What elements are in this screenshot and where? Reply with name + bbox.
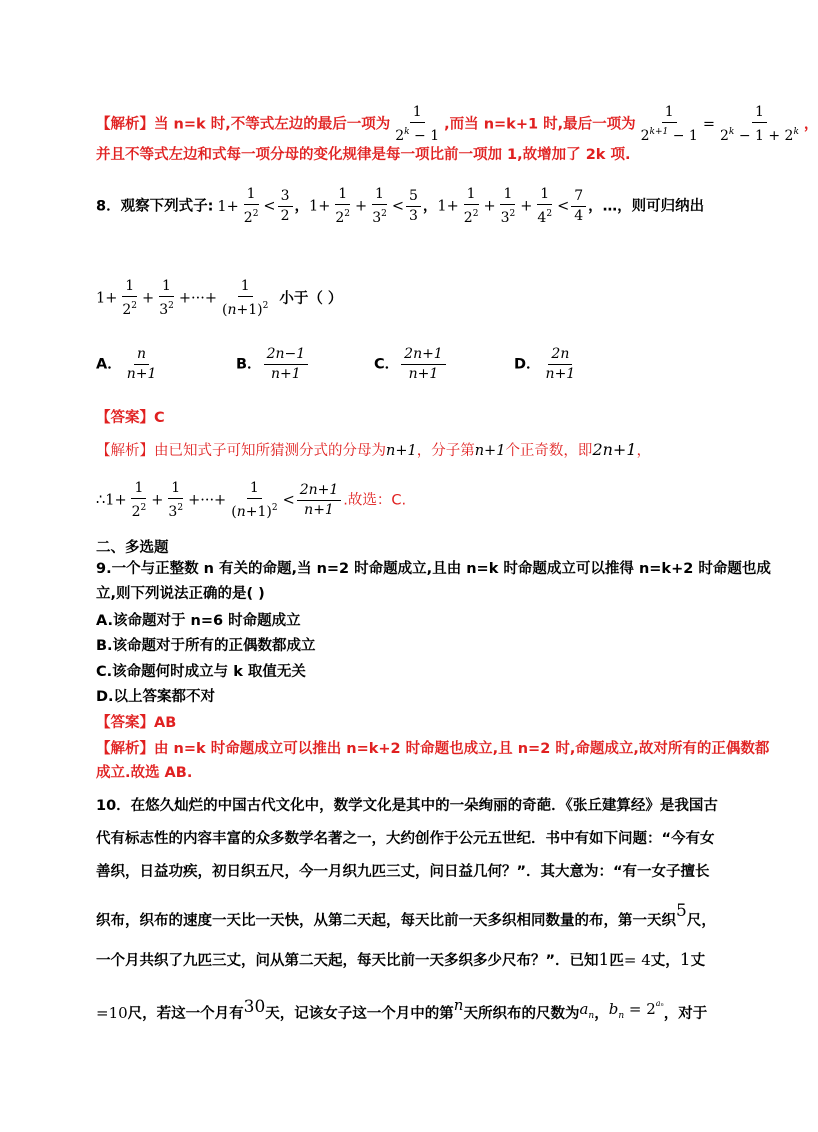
fraction: $\frac{3}{2}$ [278,188,293,225]
option-a[interactable]: A． $\frac{n}{n+1}$ [96,346,157,382]
less-than-text: 小于（ ） [279,290,343,307]
q9-option-b[interactable]: B.该命题对于所有的正偶数都成立 [96,638,316,654]
q10-line5: 一个月共织了九匹三丈，问从第二天起，每天比前一天多织多少尺布？”．已知1匹= 4丈，1丈 [96,950,706,970]
stem-tail: ，…，则可归纳出 [588,198,705,215]
fraction: $\frac{1}{3^2}$ [159,278,174,318]
solution-tag: 【解析】 [96,443,154,459]
q8-solution-line1: 【解析】由已知式子可知所猜测分式的分母为n+1，分子第n+1个正奇数，即2n+1， [96,440,652,459]
fraction: $\frac{1}{2^2}$ [122,278,138,318]
q7-solution-line1: 【解析】当 n=k 时,不等式左边的最后一项为 $\frac{1}{2^k - 1}$ ,而当 n=k+1 时,最后一项为 $\frac{1}{2^{k+1} - 1}$ = $\frac{1}{2^k - 1 + 2^k}$ ， [96,104,818,144]
fraction: $\frac{1}{(n+1)^2}$ [221,278,269,318]
q8-answer [96,408,165,428]
fraction-1-over-2k-minus-1: $\frac{1}{2^k - 1}$ [395,104,440,144]
q10-line3: 善织，日益功疾，初日织五尺，今一月织九匹三丈，问日益几何？”．其大意为：“有一女子擅长 [96,864,710,880]
q8-options [96,346,716,386]
solution-text: ,而当 n=k+1 时,最后一项为 [444,116,636,133]
q10-line1: 10．在悠久灿烂的中国古代文化中，数学文化是其中的一朵绚丽的奇葩．《张丘建算经》是我国古 [96,798,718,814]
q10-line4: 织布，织布的速度一天比一天快，从第二天起，每天比前一天多织相同数量的布，第一天织5尺， [96,901,716,929]
option-c[interactable]: C． $\frac{2n+1}{n+1}$ [374,346,448,383]
answer-value: C [154,410,165,426]
q9-solution-line1: 【解析】由 n=k 时命题成立可以推出 n=k+2 时命题也成立,且 n=2 时,命题成立,故对所有的正偶数都 [96,741,770,757]
solution-tag: 【解析】 [96,116,154,133]
answer-value: AB [154,715,177,731]
fraction: $\frac{1}{2^2}$ [243,186,259,226]
q10-line6: =10尺，若这一个月有30天，记该女子这一个月中的第n天所织布的尺数为$a_n$，$b_n = 2^{a_n}$，对于 [96,996,708,1022]
section-title: 二、多选题 [96,540,169,556]
q9-option-a[interactable]: A.该命题对于 n=6 时命题成立 [96,613,301,629]
q8-solution-line2: ∴1+ $\frac{1}{2^2}$ + $\frac{1}{3^2}$ +···+ $\frac{1}{(n+1)^2}$ < $\frac{2n+1}{n+1}$ .故选：C. [96,480,407,520]
option-b[interactable]: B． $\frac{2n-1}{n+1}$ [236,346,310,383]
q9-option-d[interactable]: D.以上答案都不对 [96,689,216,705]
q9-option-c[interactable]: C.该命题何时成立与 k 取值无关 [96,664,306,680]
solution-tag: 【解析】 [96,741,154,757]
answer-tag: 【答案】 [96,715,154,731]
q8-stem: 8．观察下列式子: 1+ $\frac{1}{2^2}$ < $\frac{3}{2}$ ，1+ $\frac{1}{2^2}$ + $\frac{1}{3^2}$ < $\frac{5}{3}$ ，1+ $\frac{1}{2^2}$ + $\frac{1}{3^2}$ + $\frac{1}{4^2}$ < $\frac{7}{4}$ ，…，则可归纳出 [96,186,705,226]
q7-solution-line2: 并且不等式左边和式每一项分母的变化规律是每一项比前一项加 1,故增加了 2k 项. [96,147,631,163]
solution-text: 当 n=k 时,不等式左边的最后一项为 [154,116,391,133]
q10-line2: 代有标志性的内容丰富的众多数学名著之一，大约创作于公元五世纪．书中有如下问题：“今有女 [96,831,715,847]
fraction-1-over-2k1-minus-1: $\frac{1}{2^{k+1} - 1}$ [640,104,698,144]
fraction-1-over-expanded: $\frac{1}{2^k - 1 + 2^k}$ [719,104,799,144]
answer-tag: 【答案】 [96,410,154,426]
q9-stem-line2: 立,则下列说法正确的是( ) [96,586,265,602]
q8-expression: 1+ $\frac{1}{2^2}$ + $\frac{1}{3^2}$ +···+ $\frac{1}{(n+1)^2}$ 小于（ ） [96,278,343,318]
q9-stem-line1: 9.一个与正整数 n 有关的命题,当 n=2 时命题成立,且由 n=k 时命题成立可以推得 n=k+2 时命题也成 [96,561,771,577]
question-number: 8．观察下列式子: [96,198,214,215]
q9-solution-line2: 成立.故选 AB. [96,765,193,781]
q9-answer [96,713,176,733]
option-d[interactable]: D． $\frac{2n}{n+1}$ [514,346,576,382]
